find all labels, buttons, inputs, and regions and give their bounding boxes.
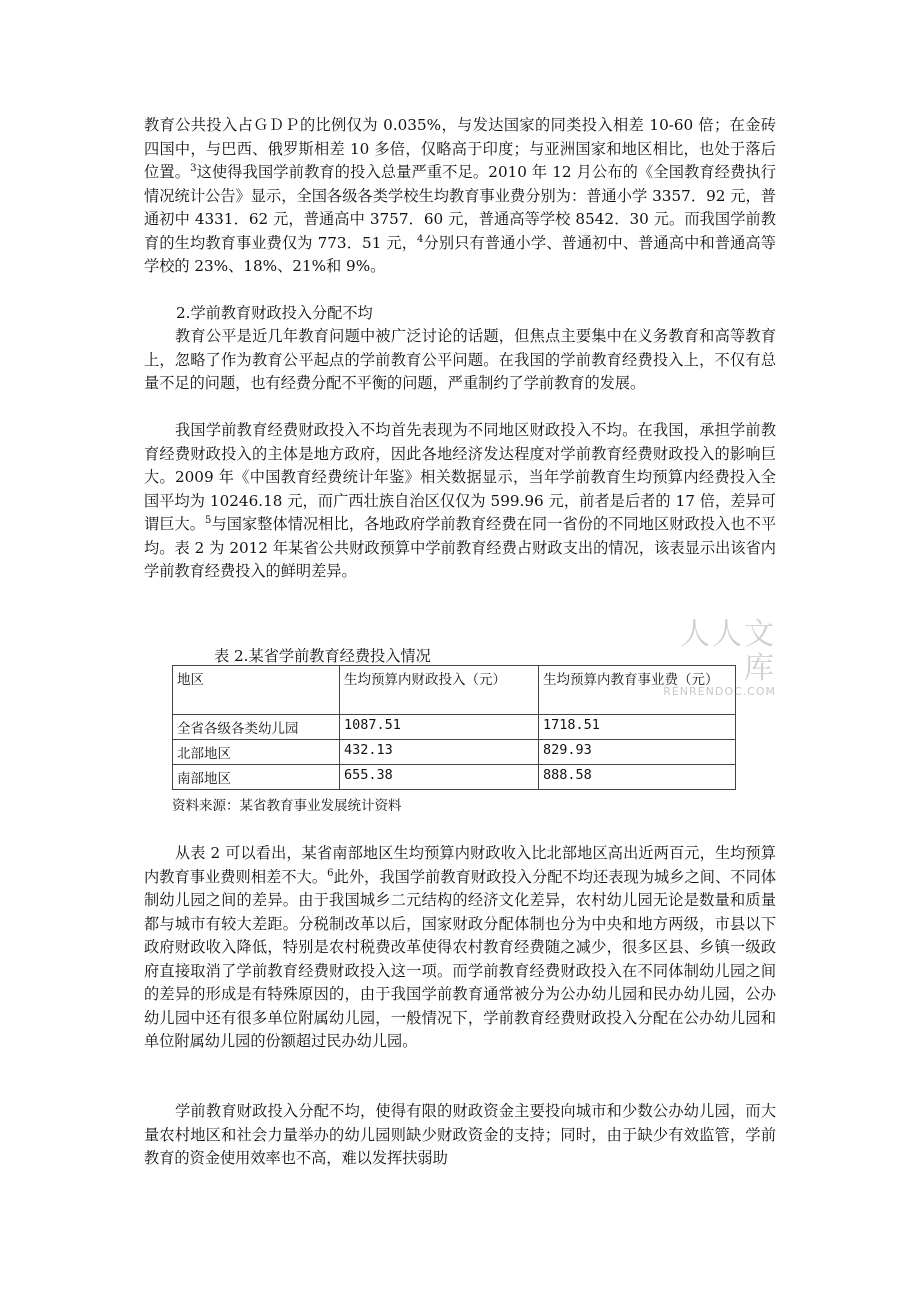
table-header-cell: 生均预算内教育事业费（元） bbox=[539, 666, 736, 715]
paragraph-1-text-a: 教育公共投入占ＧＤＰ的比例仅为 0.035%，与发达国家的同类投入相差 10-60 倍；在金砖四国中，与巴西、俄罗斯相差 10 多倍，仅略高于印度；与亚洲国家和地区相比，也处于落后位置。 bbox=[144, 116, 776, 181]
table-row bbox=[173, 765, 736, 790]
footnote-marker[interactable]: 5 bbox=[205, 514, 212, 526]
watermark-url: RENRENDOC.COM bbox=[663, 685, 776, 698]
section-heading: 2.学前教育财政投入分配不均 bbox=[176, 304, 373, 322]
paragraph-4-text-a: 从表 2 可以看出，某省南部地区生均预算内财政收入比北部地区高出近两百元，生均预算内教育事业费则相差不大。 bbox=[144, 844, 776, 886]
table-header-row bbox=[173, 666, 736, 715]
table-cell-value: 432.13 bbox=[340, 740, 539, 765]
paragraph-2: 教育公平是近几年教育问题中被广泛讨论的话题，但焦点主要集中在义务教育和高等教育上，忽略了作为教育公平起点的学前教育公平问题。在我国的学前教育经费投入上，不仅有总量不足的问题，也有经费分配不平衡的问题，严重制约了学前教育的发展。 bbox=[144, 327, 776, 392]
paragraph-3 bbox=[144, 419, 776, 584]
table-cell-value: 829.93 bbox=[539, 740, 736, 765]
footnote-marker[interactable]: 4 bbox=[417, 233, 424, 245]
paragraph-1-text-c: 分别只有普通小学、普通初中、普通高中和普通高等学校的 23%、18%、21%和 9%。 bbox=[144, 233, 776, 275]
table-cell-value: 1087.51 bbox=[340, 715, 539, 740]
data-table bbox=[172, 665, 736, 790]
table-cell-region: 南部地区 bbox=[173, 765, 340, 790]
table-cell-region: 全省各级各类幼儿园 bbox=[173, 715, 340, 740]
watermark-text: 人人文库 bbox=[680, 617, 776, 686]
table-cell-value: 888.58 bbox=[539, 765, 736, 790]
paragraph-1 bbox=[144, 114, 776, 279]
table-header-cell: 地区 bbox=[173, 666, 340, 715]
paragraph-4 bbox=[144, 842, 776, 1054]
paragraph-3-text-a: 我国学前教育经费财政投入不均首先表现为不同地区财政投入不均。在我国，承担学前教育经费财政投入的主体是地方政府，因此各地经济发达程度对学前教育经费财政投入的影响巨大。2009 年《中国教育经费统计年鉴》相关数据显示，当年学前教育生均预算内经费投入全国平均为 10246.18 元，而广西壮族自治区仅仅为 599.96 元，前者是后者的 17 倍，差异可谓巨大。 bbox=[144, 421, 776, 533]
table-caption: 表 2.某省学前教育经费投入情况 bbox=[214, 647, 431, 665]
table-header-cell: 生均预算内财政投入（元） bbox=[340, 666, 539, 715]
table-row bbox=[173, 715, 736, 740]
table-row bbox=[173, 740, 736, 765]
table-source-note: 资料来源：某省教育事业发展统计资料 bbox=[172, 798, 402, 814]
footnote-marker[interactable]: 6 bbox=[327, 867, 334, 879]
footnote-marker[interactable]: 3 bbox=[190, 162, 197, 174]
paragraph-4-text-b: 此外，我国学前教育财政投入分配不均还表现为城乡之间、不同体制幼儿园之间的差异。由于我国城乡二元结构的经济文化差异，农村幼儿园无论是数量和质量都与城市有较大差距。分税制改革以后，国家财政分配体制也分为中央和地方两级，市县以下政府财政收入降低，特别是农村税费改革使得农村教育经费随之减少，很多区县、乡镇一级政府直接取消了学前教育经费财政投入这一项。而学前教育经费财政投入在不同体制幼儿园之间的差异的形成是有特殊原因的，由于我国学前教育通常被分为公办幼儿园和民办幼儿园，公办幼儿园中还有很多单位附属幼儿园，一般情况下，学前教育经费财政投入分配在公办幼儿园和单位附属幼儿园的份额超过民办幼儿园。 bbox=[144, 867, 777, 1050]
table-cell-value: 655.38 bbox=[340, 765, 539, 790]
paragraph-5: 学前教育财政投入分配不均，使得有限的财政资金主要投向城市和少数公办幼儿园，而大量农村地区和社会力量举办的幼儿园则缺少财政资金的支持；同时，由于缺少有效监管，学前教育的资金使用效率也不高，难以发挥扶弱助 bbox=[144, 1102, 776, 1167]
paragraph-3-text-b: 与国家整体情况相比，各地政府学前教育经费在同一省份的不同地区财政投入也不平均。表 2 为 2012 年某省公共财政预算中学前教育经费占财政支出的情况，该表显示出该省内学前教育经费投入的鲜明差异。 bbox=[144, 515, 777, 580]
table-cell-region: 北部地区 bbox=[173, 740, 340, 765]
paragraph-1-text-b: 这使得我国学前教育的投入总量严重不足。2010 年 12 月公布的《全国教育经费执行情况统计公告》显示，全国各级各类学校生均教育事业费分别为：普通小学 3357．92 元，普通初中 4331．62 元，普通高中 3757．60 元，普通高等学校 8542．30 元。而我国学前教育的生均教育事业费仅为 773．51 元， bbox=[144, 163, 776, 252]
table-cell-value: 1718.51 bbox=[539, 715, 736, 740]
